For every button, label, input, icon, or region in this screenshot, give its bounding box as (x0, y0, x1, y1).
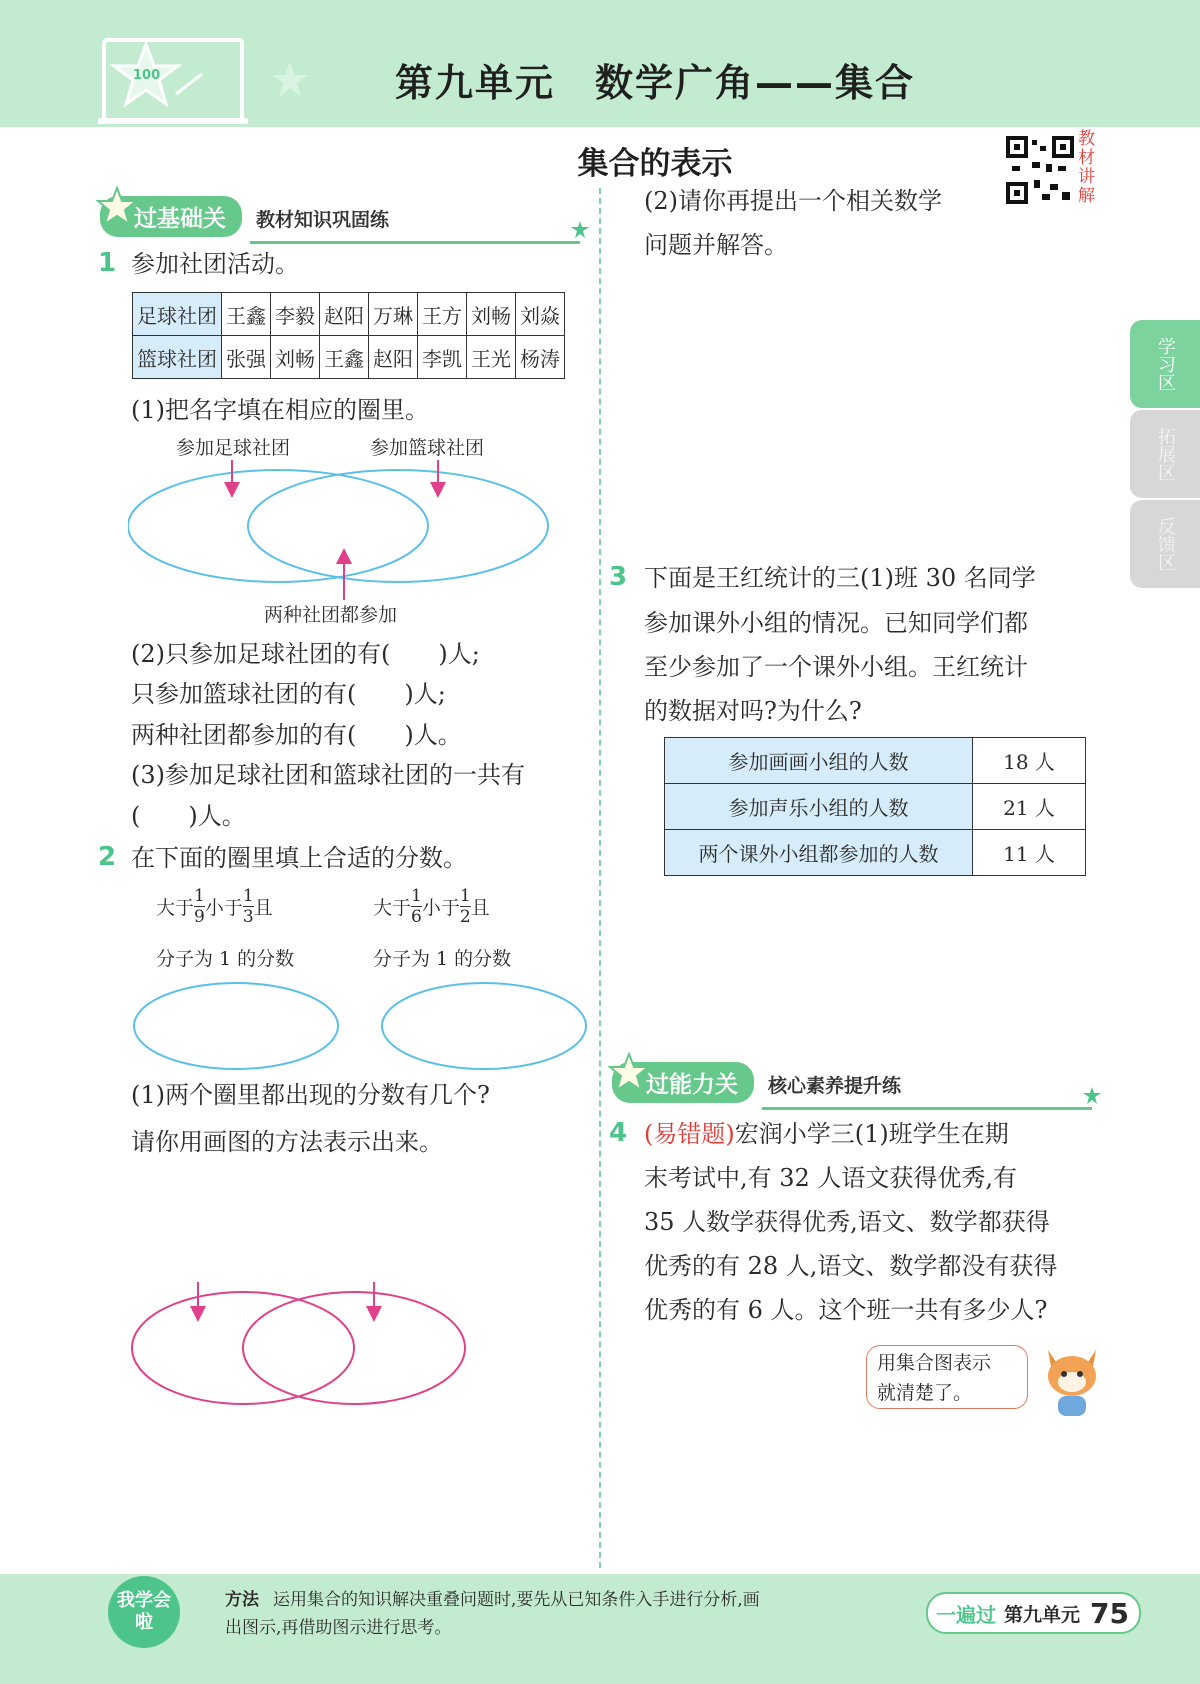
q1-part2-line1: (2)只参加足球社团的有( )人; (131, 640, 480, 668)
table-cell: 参加声乐小组的人数 (665, 784, 973, 830)
unit-label: 第九单元 (1004, 1603, 1081, 1626)
table-cell: 李毅 (271, 293, 320, 336)
q1-club-table (132, 292, 565, 379)
table-cell: 参加画画小组的人数 (665, 738, 973, 784)
table-cell: 万琳 (369, 293, 418, 336)
table-row (133, 293, 565, 336)
denominator: 6 (411, 907, 422, 927)
qr-label: 教材讲解 (1078, 129, 1095, 206)
label-text: 小于 (204, 897, 243, 919)
q2-left-circle[interactable] (134, 983, 338, 1069)
table-cell: 18 人 (973, 738, 1086, 784)
q1-number: 1 (98, 248, 117, 278)
tab-feedback[interactable]: 反馈区 (1130, 500, 1200, 588)
q3-group-table (664, 737, 1086, 876)
q4-line4: 优秀的有 28 人,语文、数学都没有获得 (644, 1252, 1058, 1280)
hint-line1: 用集合图表示 (877, 1352, 992, 1374)
tab-expand[interactable]: 拓展区 (1130, 410, 1200, 498)
fraction (194, 886, 205, 927)
unit-title: 第九单元 数学广角——集合 (394, 61, 915, 105)
label-text: 且 (253, 897, 273, 919)
footer-method (225, 1586, 895, 1642)
q2-left-label (156, 886, 273, 927)
brand-label: 一遍过 (936, 1602, 996, 1627)
q1-part2-line3: 两种社团都参加的有( )人。 (131, 721, 462, 749)
basic-section-header (100, 196, 586, 244)
q1-title: 参加社团活动。 (131, 250, 299, 278)
numerator: 1 (411, 886, 422, 906)
q2-right-circle[interactable] (382, 983, 586, 1069)
table-cell: 张强 (222, 336, 271, 379)
table-row (665, 784, 1086, 830)
q2-circles (132, 980, 592, 1072)
table-cell: 王方 (418, 293, 467, 336)
q2-number: 2 (98, 842, 117, 872)
column-divider (599, 188, 601, 1568)
venn-right-label: 参加篮球社团 (370, 437, 485, 459)
q3-line2: 参加课外小组的情况。已知同学们都 (644, 609, 1028, 637)
side-tabs (1130, 320, 1200, 590)
ability-section-header (612, 1062, 1100, 1110)
q3-line3: 至少参加了一个课外小组。王红统计 (644, 653, 1028, 681)
table-cell: 刘畅 (467, 293, 516, 336)
denominator: 2 (459, 907, 471, 927)
small-star-icon (570, 220, 590, 240)
star-mascot-icon (608, 1052, 650, 1094)
table-row (133, 336, 565, 379)
q2-part1-line1: (1)两个圈里都出现的分数有几个? (131, 1081, 490, 1109)
q1-part3-line2: ( )人。 (131, 802, 246, 830)
fraction (460, 886, 471, 927)
q3-line4: 的数据对吗?为什么? (644, 697, 862, 725)
ability-section-line (762, 1107, 1092, 1110)
table-cell: 赵阳 (369, 336, 418, 379)
venn-left-label: 参加足球社团 (176, 437, 291, 459)
table-cell: 李凯 (418, 336, 467, 379)
basic-section-badge: 过基础关 (100, 196, 242, 237)
q4-line5: 优秀的有 6 人。这个班一共有多少人? (644, 1296, 1048, 1324)
q4-tag: (易错题) (644, 1120, 735, 1148)
venn-left-circle[interactable] (128, 470, 428, 582)
q1-part1: (1)把名字填在相应的圈里。 (131, 396, 429, 424)
footer-badge: 我学会啦 (108, 1576, 180, 1648)
label-text: 且 (470, 897, 490, 919)
q2-left-sublabel: 分子为 1 的分数 (156, 948, 295, 970)
q2-right-sublabel: 分子为 1 的分数 (373, 948, 512, 970)
table-row (665, 738, 1086, 784)
table-cell: 篮球社团 (133, 336, 222, 379)
table-cell: 刘焱 (516, 293, 565, 336)
label-text: 小于 (421, 897, 460, 919)
table-cell: 21 人 (973, 784, 1086, 830)
q2-answer-venn (130, 1280, 470, 1410)
page-indicator (926, 1592, 1141, 1634)
label-text: 大于 (156, 897, 195, 919)
basic-section-subtitle: 教材知识巩固练 (256, 209, 390, 231)
q2-right-label (373, 886, 490, 927)
ability-section-subtitle: 核心素养提升练 (768, 1075, 902, 1097)
numerator: 1 (242, 886, 254, 906)
numerator: 1 (459, 886, 471, 906)
q3-number: 3 (609, 562, 628, 592)
table-cell: 王鑫 (222, 293, 271, 336)
q1-cont-line1: (2)请你再提出一个相关数学 (644, 187, 942, 215)
q4-number: 4 (609, 1118, 628, 1148)
page-number: 75 (1090, 1596, 1129, 1630)
q2-title: 在下面的圈里填上合适的分数。 (131, 844, 467, 872)
fraction (411, 886, 422, 927)
star-mascot-icon (96, 186, 138, 228)
label-text: 大于 (373, 897, 412, 919)
fraction (243, 886, 254, 927)
basic-section-line (250, 241, 580, 244)
q1-cont-line2: 问题并解答。 (644, 231, 788, 259)
q1-part3-line1: (3)参加足球社团和篮球社团的一共有 (131, 761, 525, 789)
table-cell: 杨涛 (516, 336, 565, 379)
denominator: 9 (194, 907, 205, 927)
q1-part2-line2: 只参加篮球社团的有( )人; (131, 680, 446, 708)
q4-line2: 末考试中,有 32 人语文获得优秀,有 (644, 1164, 1018, 1192)
table-cell: 王鑫 (320, 336, 369, 379)
q4-line1-text: 宏润小学三(1)班学生在期 (734, 1120, 1009, 1148)
denominator: 3 (242, 907, 254, 927)
logo-text: 100 (133, 68, 161, 83)
table-cell: 11 人 (973, 830, 1086, 876)
section-title: 集合的表示 (577, 146, 733, 182)
table-cell: 赵阳 (320, 293, 369, 336)
hint-bubble (866, 1345, 1028, 1409)
q2-part1-line2: 请你用画图的方法表示出来。 (131, 1128, 443, 1156)
q4-line3: 35 人数学获得优秀,语文、数学都获得 (644, 1208, 1050, 1236)
venn-middle-label: 两种社团都参加 (264, 604, 398, 626)
ability-section-badge: 过能力关 (612, 1062, 754, 1103)
numerator: 1 (194, 886, 205, 906)
small-star-icon (1082, 1086, 1102, 1106)
tab-study[interactable]: 学习区 (1130, 320, 1200, 408)
q3-line1: 下面是王红统计的三(1)班 30 名同学 (644, 564, 1036, 592)
hint-line2: 就清楚了。 (877, 1382, 973, 1404)
method-label: 方法 (225, 1590, 259, 1610)
method-line2: 出图示,再借助图示进行思考。 (225, 1618, 452, 1638)
venn-right-circle[interactable] (248, 470, 548, 582)
table-cell: 刘畅 (271, 336, 320, 379)
q1-venn-diagram (128, 460, 558, 610)
table-cell: 王光 (467, 336, 516, 379)
table-cell: 两个课外小组都参加的人数 (665, 830, 973, 876)
q4-line1 (644, 1112, 1009, 1156)
fox-mascot-icon (1040, 1340, 1104, 1420)
qr-code-icon[interactable] (1006, 136, 1074, 204)
table-cell: 足球社团 (133, 293, 222, 336)
table-row (665, 830, 1086, 876)
method-line1: 运用集合的知识解决重叠问题时,要先从已知条件入手进行分析,画 (273, 1590, 760, 1610)
